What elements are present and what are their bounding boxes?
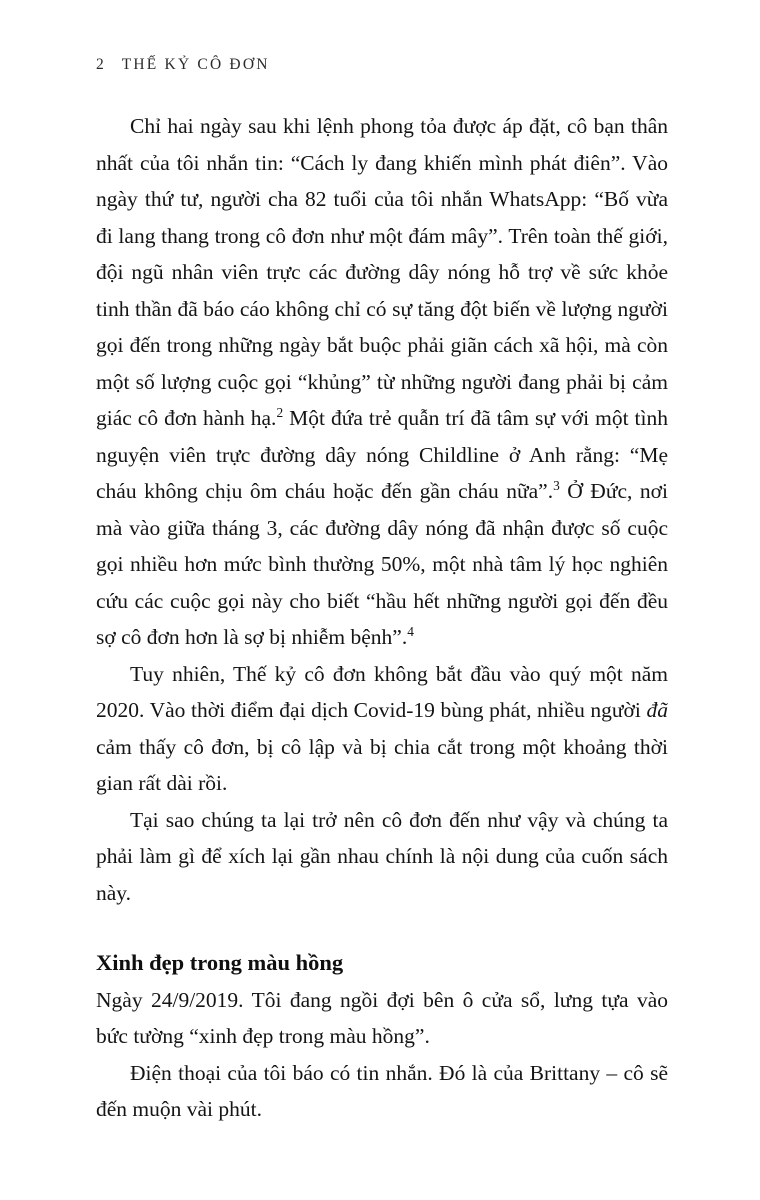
paragraph-2-text-a: Tuy nhiên, Thế kỷ cô đơn không bắt đầu vào quý một năm 2020. Vào thời điểm đại dịch Covid-19 bùng phát, nhiều người [96,661,668,722]
paragraph-1-text-3: Ở Đức, nơi mà vào giữa tháng 3, các đường dây nóng đã nhận được số cuộc gọi nhiều hơn mức bình thường 50%, một nhà tâm lý học nghiên cứu các cuộc gọi này cho biết “hầu hết những người gọi đến đều sợ cô đơn hơn là sợ bị nhiễm bệnh”. [96,479,669,649]
paragraph-2-text-b: cảm thấy cô đơn, bị cô lập và bị chia cắt trong một khoảng thời gian rất dài rồi. [96,734,668,795]
section-paragraph-2: Điện thoại của tôi báo có tin nhắn. Đó là của Brittany – cô sẽ đến muộn vài phút. [96,1060,668,1121]
paragraph-1 [96,108,668,656]
page-number: 2 [96,56,104,73]
running-head [96,56,664,74]
footnote-ref-3: 3 [553,477,560,493]
running-head-title: THẾ KỶ CÔ ĐƠN [121,56,270,73]
paragraph-1-text: Chỉ hai ngày sau khi lệnh phong tỏa được áp đặt, cô bạn thân nhất của tôi nhắn tin: “Cách ly đang khiến mình phát điên”. Vào ngày thứ tư, người cha 82 tuổi của tôi nhắn WhatsApp: “Bố vừa đi lang thang trong cô đơn như một đám mây”. Trên toàn thế giới, đội ngũ nhân viên trực các đường dây nóng hỗ trợ về sức khỏe tinh thần đã báo cáo không chỉ có sự tăng đột biến về lượng người gọi đến trong những ngày bắt buộc phải giãn cách xã hội, mà còn một số lượng cuộc gọi “khủng” từ những người đang phải bị cảm giác cô đơn hành hạ. [96,114,668,430]
paragraph-1-text-2: Một đứa trẻ quẫn trí đã tâm sự với một tình nguyện viên trực đường dây nóng Childline ở Anh rằng: “Mẹ cháu không chịu ôm cháu hoặc đến gần cháu nữa”. [96,406,668,503]
paragraph-2-emphasis: đã [646,698,668,722]
page-body [96,108,668,1128]
footnote-ref-4: 4 [407,623,414,639]
section-paragraph-1: Ngày 24/9/2019. Tôi đang ngồi đợi bên ô cửa sổ, lưng tựa vào bức tường “xinh đẹp trong màu hồng”. [96,987,668,1048]
paragraph-3: Tại sao chúng ta lại trở nên cô đơn đến như vậy và chúng ta phải làm gì để xích lại gần nhau chính là nội dung của cuốn sách này. [96,807,668,905]
section-spacer [96,911,668,945]
paragraph-2 [96,656,668,802]
section-heading: Xinh đẹp trong màu hồng [96,950,344,975]
footnote-ref-2: 2 [276,404,284,420]
